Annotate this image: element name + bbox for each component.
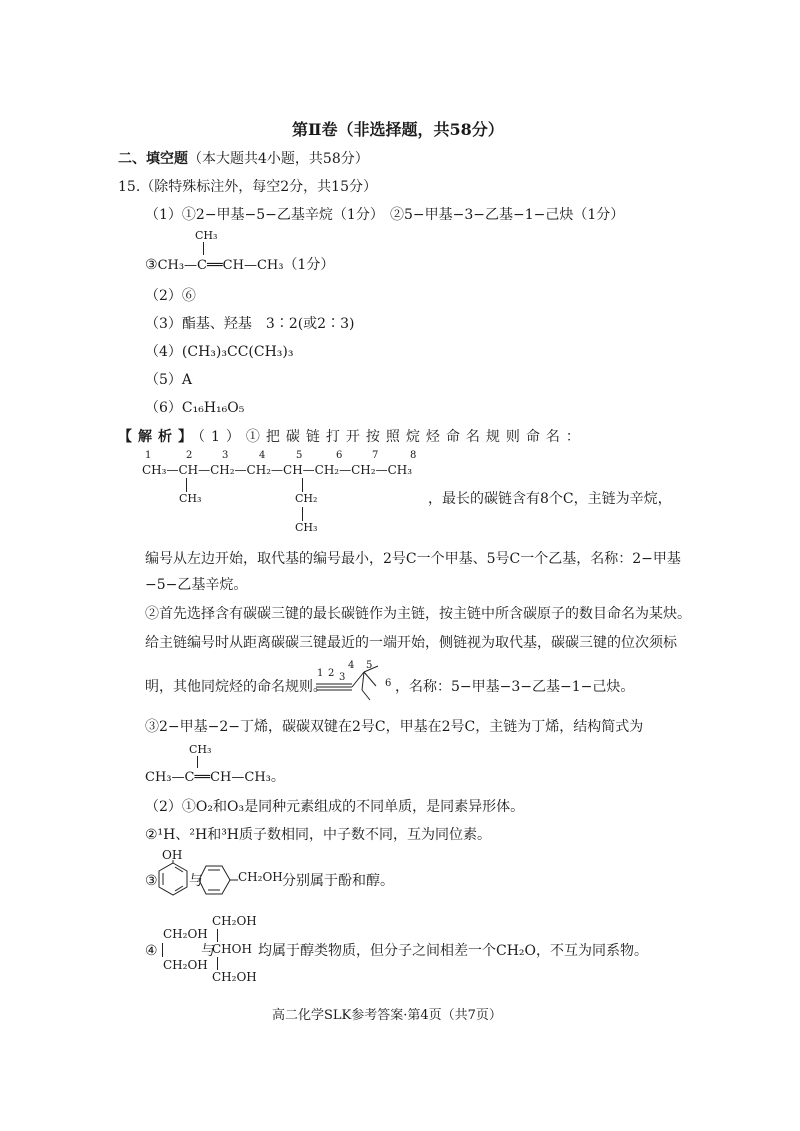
q15-answer-4: （4）(CH₃)₃CC(CH₃)₃	[145, 344, 294, 360]
a1c-formula: CH₃—C══CH—CH₃	[157, 258, 284, 273]
q15-answer-1b: ②5−甲基−3−乙基−1−己炔（1分）	[390, 207, 625, 223]
benzyl-ring	[198, 862, 238, 898]
glycol-top: CH₂OH	[163, 927, 208, 941]
chain-number: 6	[336, 450, 343, 461]
chain-branch-bond-5b	[302, 507, 303, 521]
skeletal-label: 2	[328, 668, 335, 679]
part-heading-line	[118, 150, 369, 168]
glycerol-top: CH₂OH	[212, 914, 257, 928]
p13-text: 均属于醇类物质，但分子之间相差一个CH₂O，不互为同系物。	[258, 943, 649, 959]
a1c-score: （1分）	[283, 257, 335, 273]
glycol-bottom: CH₂OH	[163, 958, 208, 972]
glycerol-bond-top	[217, 929, 218, 942]
benzyl-ch2oh: CH₂OH	[238, 870, 283, 884]
analysis-p11: ②¹H、²H和³H质子数相同，中子数不同，互为同位素。	[145, 827, 492, 843]
chain-branch-ch2: CH₂	[295, 492, 318, 505]
analysis-p1: （1）①把碳链打开按照烷烃命名规则命名：	[198, 429, 586, 445]
analysis-p10: （2）①O₂和O₃是同种元素组成的不同单质，是同素异形体。	[145, 799, 525, 815]
analysis-p3: 编号从左边开始，取代基的编号最小，2号C一个甲基、5号C一个乙基，名称：2−甲基	[145, 551, 681, 567]
p12-with: 与	[189, 873, 203, 889]
p12-prefix: ③	[145, 873, 158, 889]
p9-line	[145, 768, 285, 787]
chain-branch-ch3: CH₃	[295, 521, 318, 534]
alkyne-skeletal-formula	[314, 658, 396, 702]
analysis-p2: ，最长的碳链含有8个C，主链为辛烷，	[428, 491, 672, 507]
skeletal-label: 5	[366, 660, 373, 671]
p12-text: 分别属于酚和醇。	[282, 873, 394, 889]
q15-score-note: （除特殊标注外，每空2分，共15分）	[140, 179, 377, 195]
p9-bond-line	[197, 756, 198, 768]
p9-end: 。	[270, 769, 285, 785]
p9-formula: CH₃—C══CH—CH₃	[145, 770, 271, 785]
chain-number: 3	[222, 450, 229, 461]
skeletal-label: 6	[385, 678, 392, 689]
analysis-label: 【解析】	[118, 429, 198, 445]
q15-answer-2: （2）⑥	[145, 288, 196, 304]
q15-answer-6: （6）C₁₆H₁₆O₅	[145, 400, 245, 416]
analysis-p5: ②首先选择含有碳碳三键的最长碳链作为主链，按主链中所含碳原子的数目命名为某炔。	[145, 606, 691, 622]
glycerol-bottom: CH₂OH	[212, 970, 257, 984]
chain-branch-methyl: CH₃	[179, 492, 202, 505]
a1c-line	[145, 256, 334, 275]
chain-formula: CH₃—CH—CH₂—CH₂—CH—CH₂—CH₂—CH₃	[142, 463, 413, 477]
section-title: 第Ⅱ卷（非选择题，共58分）	[292, 120, 504, 139]
q15-answer-3: （3）酯基、羟基 3∶2(或2∶3)	[145, 316, 355, 332]
skeletal-label: 4	[348, 660, 355, 671]
a1c-prefix: ③	[145, 257, 158, 273]
chain-number: 1	[145, 450, 152, 461]
chain-number: 5	[296, 450, 303, 461]
p9-methyl: CH₃	[189, 743, 212, 756]
bond-line	[364, 672, 376, 686]
glycol-bond	[162, 943, 163, 957]
chain-number: 7	[372, 450, 379, 461]
a1c-bond-line	[203, 242, 204, 255]
part-note: （本大题共4小题，共58分）	[188, 151, 369, 167]
bond-line	[362, 690, 370, 700]
phenol-ring	[156, 860, 190, 898]
q15-answer-5: （5）A	[145, 372, 193, 388]
phenol-oh: OH	[162, 848, 183, 862]
chain-number: 8	[410, 450, 417, 461]
analysis-p4: −5−乙基辛烷。	[145, 577, 248, 593]
part-heading: 二、填空题	[118, 151, 188, 167]
glycerol-bond-bottom	[217, 957, 218, 970]
q15-answer-1: （1）①2−甲基−5−乙基辛烷（1分）	[145, 207, 384, 223]
p13-prefix: ④	[145, 943, 158, 959]
analysis-p7b: ，名称：5−甲基−3−乙基−1−己炔。	[395, 679, 635, 695]
chain-number-row	[143, 450, 443, 464]
a1c-methyl: CH₃	[195, 229, 218, 242]
analysis-line-1	[118, 428, 586, 446]
analysis-p7a: 明，其他同烷烃的命名规则。	[145, 679, 327, 695]
q15-number: 15.	[118, 179, 141, 195]
chain-number: 2	[186, 450, 193, 461]
q15-header	[118, 178, 377, 196]
glycerol-mid: CHOH	[212, 942, 252, 956]
chain-branch-bond-5	[302, 478, 303, 492]
analysis-p8: ③2−甲基−2−丁烯，碳碳双键在2号C，甲基在2号C，主链为丁烯，结构简式为	[145, 719, 644, 735]
chain-number: 4	[259, 450, 266, 461]
analysis-p6: 给主链编号时从距离碳碳三键最近的一端开始，侧链视为取代基，碳碳三键的位次须标	[145, 635, 677, 651]
skeletal-label: 1	[317, 668, 324, 679]
chain-branch-bond-2	[186, 478, 187, 492]
p13-with: 与	[201, 943, 215, 959]
page-footer: 高二化学SLK参考答案·第4页（共7页）	[272, 1008, 502, 1023]
skeletal-label: 3	[339, 672, 346, 683]
